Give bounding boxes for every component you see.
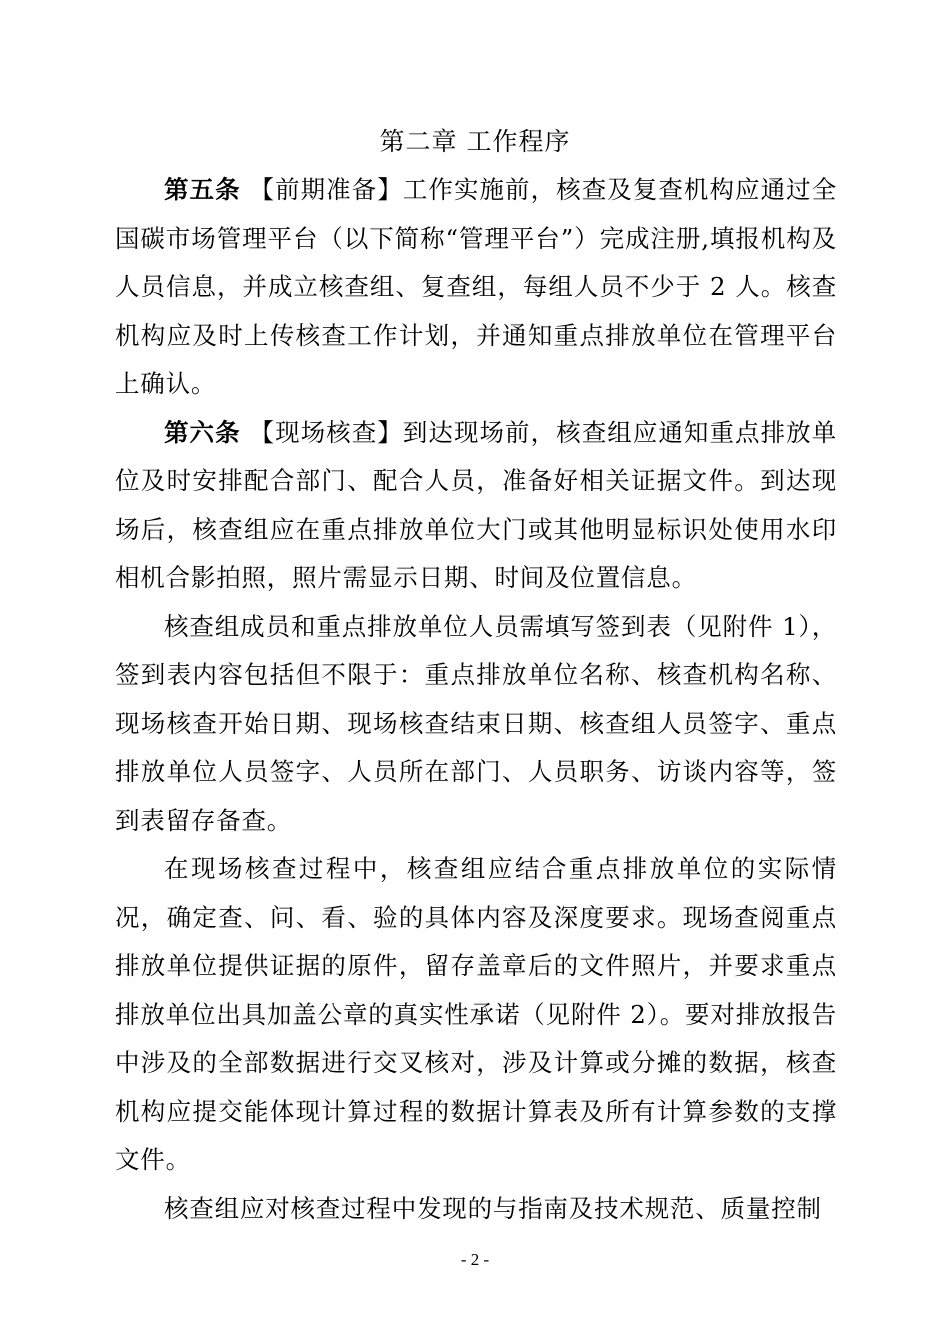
onsite-verification-paragraph: 在现场核查过程中，核查组应结合重点排放单位的实际情况，确定查、问、看、验的具体内容及深度要求。现场查阅重点排放单位提供证据的原件，留存盖章后的文件照片，并要求重点排放单位出具加盖公章的真实性承诺（见附件 2）。要对排放报告中涉及的全部数据进行交叉核对，涉及计算或分摊的数据，核查机构应提交能体现计算过程的数据计算表及所有计算参数的支撑文件。 (115, 854, 837, 1174)
page-number: - 2 - (460, 1250, 490, 1269)
article-6-text: 【现场核查】到达现场前，核查组应通知重点排放单位及时安排配合部门、配合人员，准备好相关证据文件。到达现场后，核查组应在重点排放单位大门或其他明显标识处使用水印相机合影拍照，照片需显示日期、时间及位置信息。 (115, 417, 837, 592)
document-body (115, 166, 837, 1233)
sign-in-sheet-paragraph: 核查组成员和重点排放单位人员需填写签到表（见附件 1），签到表内容包括但不限于：重点排放单位名称、核查机构名称、现场核查开始日期、现场核查结束日期、核查组人员签字、重点排放单位人员签字、人员所在部门、人员职务、访谈内容等，签到表留存备查。 (115, 611, 837, 835)
article-6-paragraph (115, 409, 837, 603)
article-5-paragraph (115, 166, 837, 409)
article-5-text: 【前期准备】工作实施前，核查及复查机构应通过全国碳市场管理平台（以下简称“管理平台”）完成注册,填报机构及人员信息，并成立核查组、复查组，每组人员不少于 2 人。核查机构应及时上传核查工作计划，并通知重点排放单位在管理平台上确认。 (115, 175, 837, 398)
findings-paragraph: 核查组应对核查过程中发现的与指南及技术规范、质量控制 (164, 1193, 822, 1223)
article-6-label: 第六条 (164, 417, 241, 447)
chapter-title: 第二章 工作程序 (379, 127, 571, 156)
article-5-label: 第五条 (164, 175, 241, 204)
